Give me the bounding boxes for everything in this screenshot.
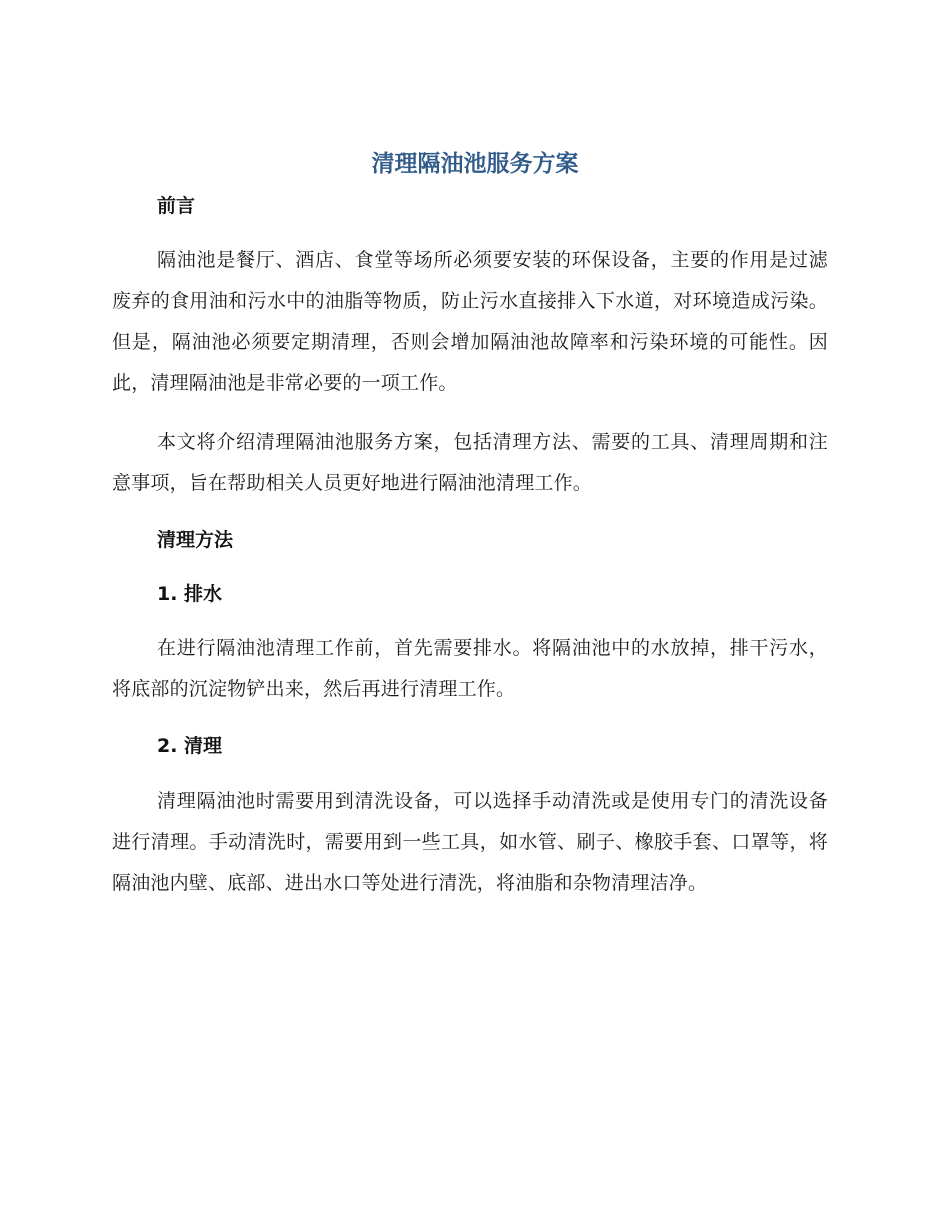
subsection-heading-cleaning: 2. 清理 [157,735,223,757]
document-title: 清理隔油池服务方案 [371,151,579,177]
subsection-heading-drainage: 1. 排水 [157,583,223,605]
drainage-paragraph: 在进行隔油池清理工作前，首先需要排水。将隔油池中的水放掉，排干污水，将底部的沉淀物铲出来，然后再进行清理工作。 [112,637,828,700]
preface-paragraph-1: 隔油池是餐厅、酒店、食堂等场所必须要安装的环保设备，主要的作用是过滤废弃的食用油和污水中的油脂等物质，防止污水直接排入下水道，对环境造成污染。但是，隔油池必须要定期清理，否则会增加隔油池故障率和污染环境的可能性。因此，清理隔油池是非常必要的一项工作。 [112,249,828,394]
cleaning-paragraph: 清理隔油池时需要用到清洗设备，可以选择手动清洗或是使用专门的清洗设备进行清理。手动清洗时，需要用到一些工具，如水管、刷子、橡胶手套、口罩等，将隔油池内壁、底部、进出水口等处进行清洗，将油脂和杂物清理洁净。 [112,790,828,894]
section-heading-preface: 前言 [157,195,196,217]
preface-paragraph-2: 本文将介绍清理隔油池服务方案，包括清理方法、需要的工具、清理周期和注意事项，旨在帮助相关人员更好地进行隔油池清理工作。 [112,431,828,494]
section-heading-cleaning-method: 清理方法 [157,529,234,551]
